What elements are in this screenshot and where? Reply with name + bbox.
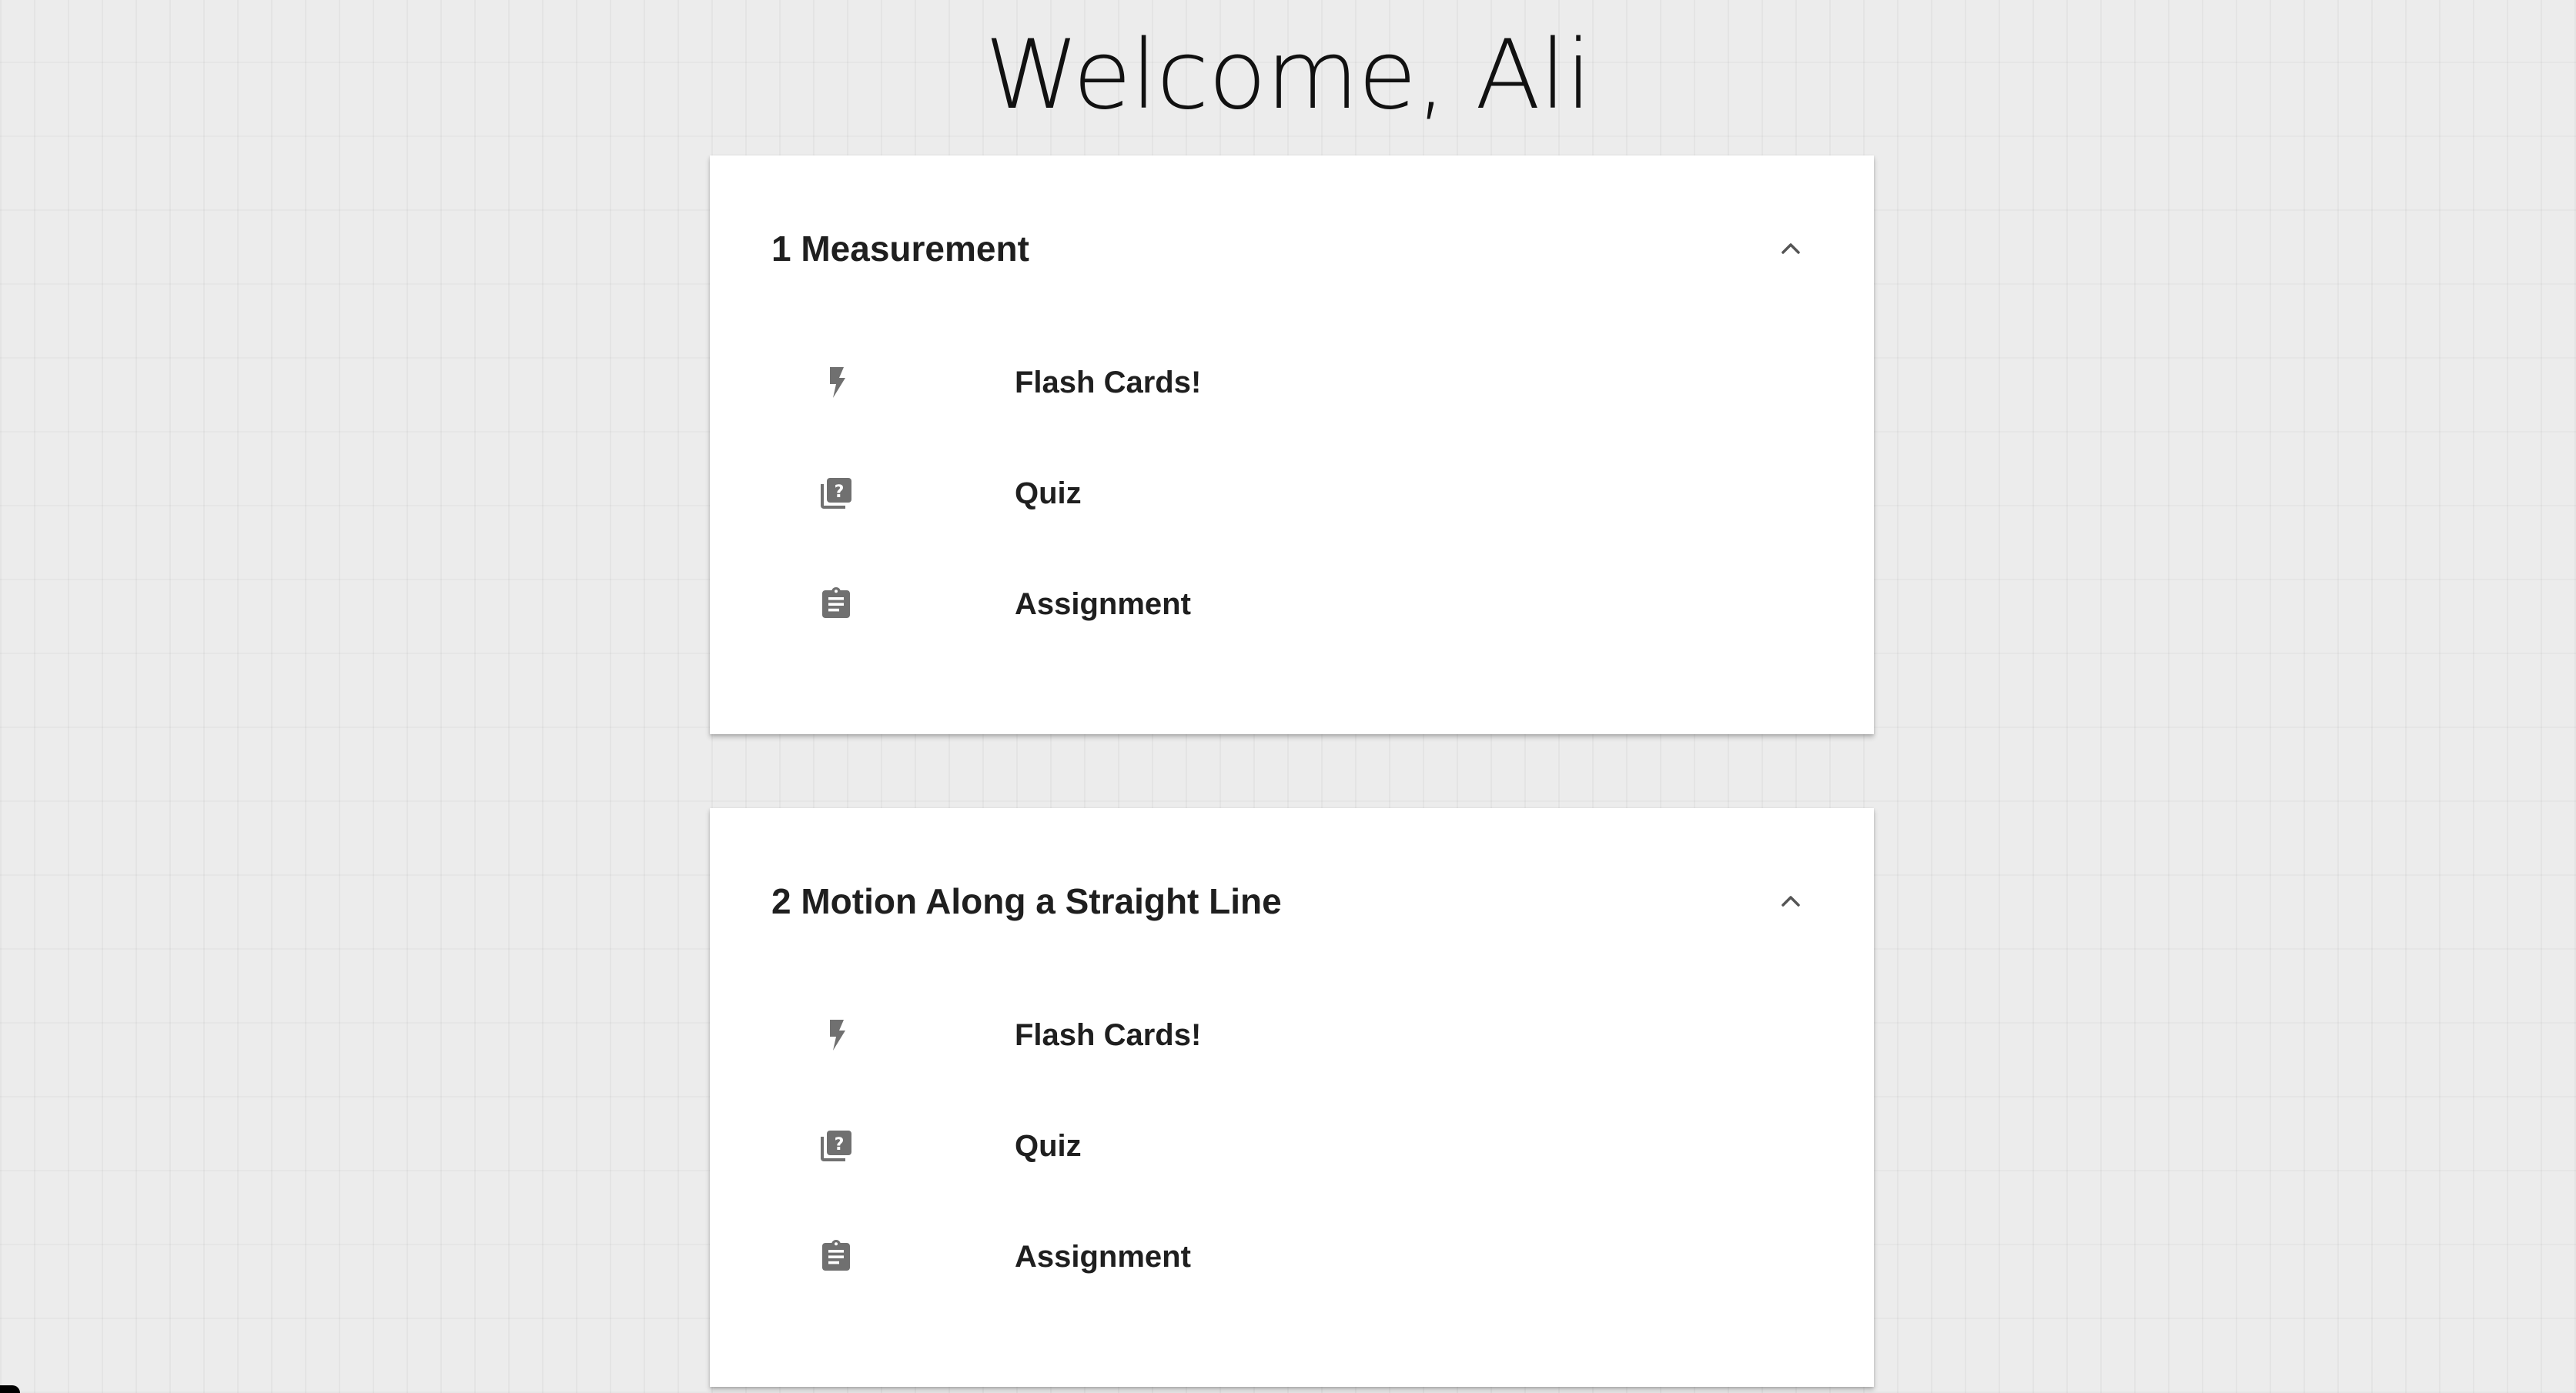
list-item-assignment[interactable] — [818, 570, 1664, 639]
section-card-measurement — [710, 155, 1874, 734]
list-item-label: Assignment — [1015, 1240, 1191, 1274]
list-item-label: Quiz — [1015, 1129, 1082, 1163]
list-item-quiz[interactable] — [818, 459, 1664, 528]
list-item-assignment[interactable] — [818, 1222, 1664, 1291]
window-corner — [0, 1385, 20, 1393]
list-item-label: Flash Cards! — [1015, 366, 1202, 399]
collapse-button[interactable] — [1769, 880, 1812, 923]
list-item-quiz[interactable] — [818, 1111, 1664, 1181]
svg-text:?: ? — [834, 483, 845, 502]
bolt-icon — [818, 364, 855, 401]
page-title: Welcome, Ali — [985, 20, 1591, 131]
list-item-label: Assignment — [1015, 587, 1191, 621]
section-header[interactable] — [771, 870, 1812, 933]
section-title: 2 Motion Along a Straight Line — [771, 881, 1282, 921]
list-item-flash-cards[interactable] — [818, 348, 1664, 417]
quiz-icon — [818, 1127, 855, 1164]
list-item-flash-cards[interactable] — [818, 1000, 1664, 1070]
list-item-label: Quiz — [1015, 476, 1082, 510]
section-header[interactable] — [771, 217, 1812, 280]
bolt-icon — [818, 1017, 855, 1054]
chevron-up-icon — [1779, 894, 1802, 909]
svg-text:?: ? — [834, 1135, 845, 1154]
assignment-icon — [818, 586, 855, 623]
collapse-button[interactable] — [1769, 227, 1812, 270]
section-card-motion — [710, 808, 1874, 1387]
assignment-icon — [818, 1238, 855, 1275]
chevron-up-icon — [1779, 241, 1802, 256]
quiz-icon — [818, 475, 855, 512]
section-title: 1 Measurement — [771, 229, 1029, 269]
list-item-label: Flash Cards! — [1015, 1018, 1202, 1052]
